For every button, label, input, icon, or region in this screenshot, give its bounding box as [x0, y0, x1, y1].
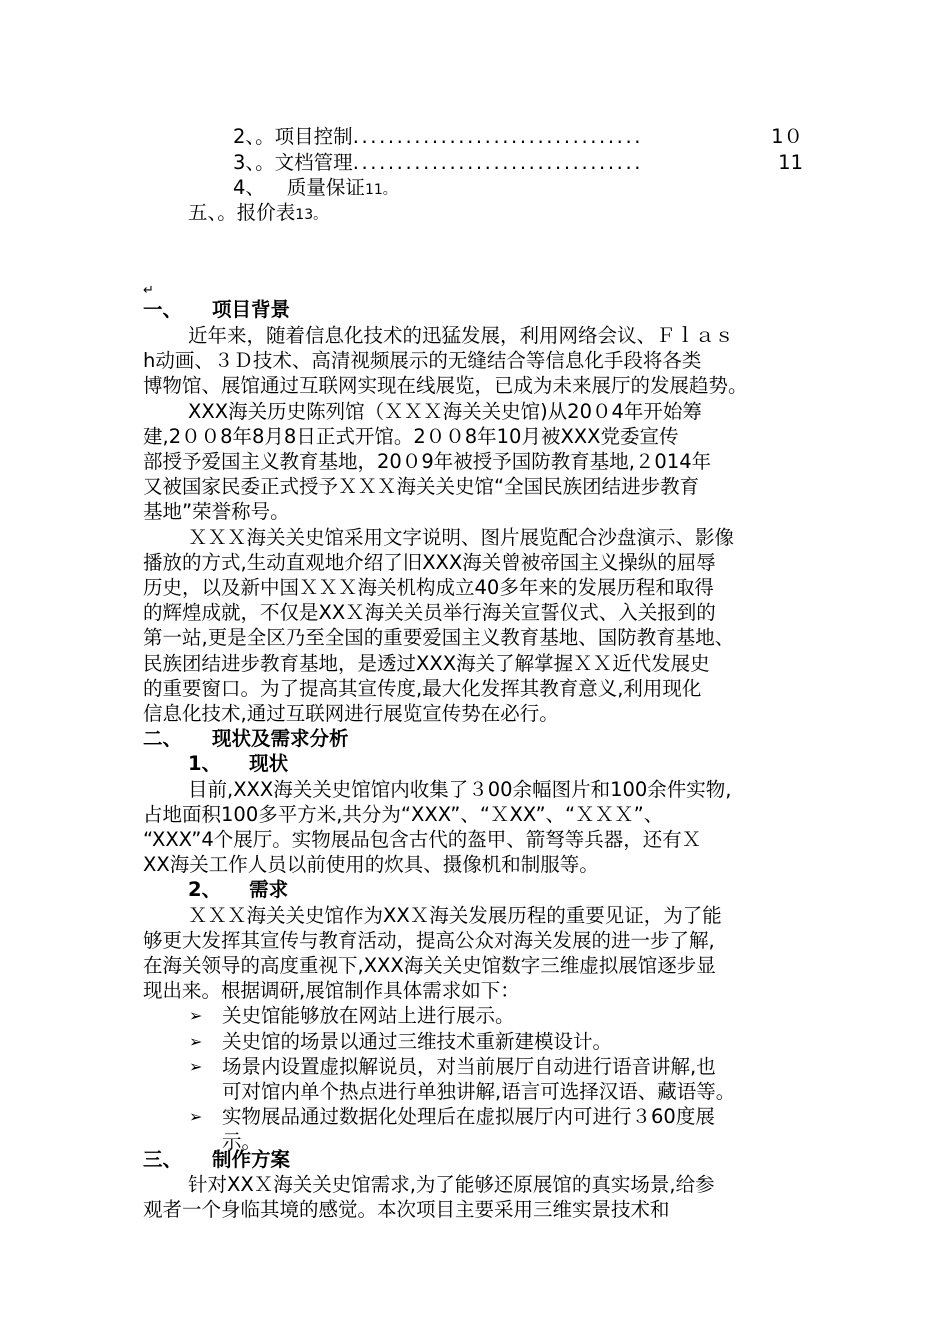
body-line: XXX海关历史陈列馆（ＸＸＸ海关关史馆)从20０4年开始筹 — [188, 400, 702, 423]
body-line: 占地面积100多平方米,共分为“XXX”、“ＸXX”、“ＸＸＸ”、 — [143, 803, 664, 826]
toc-title: 报价表 — [236, 201, 296, 224]
body-line: 博物馆、展馆通过互联网实现在线展览，已成为未来展厅的发展趋势。 — [143, 374, 748, 397]
section-heading-1 — [143, 298, 290, 322]
body-line: 针对XXＸ海关关史馆需求,为了能够还原展馆的真实场景,给参 — [188, 1173, 715, 1196]
bullet-line: 可对馆内单个热点进行单独讲解,语言可选择汉语、藏语等。 — [222, 1080, 736, 1103]
toc-page: 13。 — [295, 207, 328, 223]
section-title: 制作方案 — [212, 1148, 291, 1171]
bullet-arrow-icon: ➢ — [189, 1032, 203, 1051]
body-line: 又被国家民委正式授予ＸＸＸ海关关史馆“全国民族团结进步教育 — [143, 475, 700, 498]
bullet-line: 示。 — [222, 1130, 262, 1153]
toc-entry[interactable] — [233, 125, 803, 149]
subsection-number: 1、 — [188, 752, 222, 775]
toc-entry[interactable] — [233, 151, 803, 175]
bullet-line: 实物展品通过数据化处理后在虚拟展厅内可进行３60度展 — [222, 1105, 715, 1128]
body-line: XX海关工作人员以前使用的炊具、摄像机和制服等。 — [143, 853, 599, 876]
subsection-title: 需求 — [249, 878, 289, 901]
section-number: 一、 — [143, 298, 183, 321]
body-line: 历史，以及新中国ＸＸＸ海关机构成立40多年来的发展历程和取得 — [143, 576, 714, 599]
bullet-line: 关史馆能够放在网站上进行展示。 — [222, 1004, 515, 1027]
bullet-arrow-icon: ➢ — [189, 1057, 203, 1076]
toc-leader: ................................. — [352, 151, 644, 174]
toc-number: 3、。 — [233, 151, 275, 174]
subsection-heading-status — [188, 752, 288, 776]
toc-page: 11 — [778, 151, 803, 174]
section-number: 三、 — [143, 1148, 183, 1171]
subsection-number: 2、 — [188, 878, 222, 901]
subsection-heading-needs — [188, 878, 288, 902]
body-line: 现出来。根据调研,展馆制作具体需求如下： — [143, 979, 520, 1002]
body-line: 信息化技术,通过互联网进行展览宣传势在必行。 — [143, 702, 559, 725]
body-line: 第一站,更是全区乃至全国的重要爱国主义教育基地、国防教育基地、 — [143, 626, 735, 649]
bullet-line: 场景内设置虚拟解说员，对当前展厅自动进行语音讲解,也 — [222, 1055, 716, 1078]
body-line: 部授予爱国主义教育基地，20０9年被授予国防教育基地,２014年 — [143, 450, 712, 473]
body-line: 建,2００8年8月8日正式开馆。2００8年10月被XXX党委宣传 — [143, 425, 679, 448]
body-line: 基地”荣誉称号。 — [143, 500, 290, 523]
subsection-title: 现状 — [249, 752, 289, 775]
toc-number: 2、。 — [233, 125, 275, 148]
toc-entry[interactable] — [233, 176, 397, 200]
toc-title: 项目控制 — [274, 125, 353, 148]
body-line: 播放的方式,生动直观地介绍了旧XXX海关曾被帝国主义操纵的屈辱 — [143, 551, 716, 574]
body-line: 在海关领导的高度重视下,XXX海关关史馆数字三维虚拟展馆逐步显 — [143, 954, 716, 977]
body-line: 观者一个身临其境的感觉。本次项目主要采用三维实景技术和 — [143, 1198, 670, 1221]
section-heading-2 — [143, 727, 349, 751]
toc-number: 五、。 — [188, 201, 237, 224]
body-line: 近年来，随着信息化技术的迅猛发展，利用网络会议、Ｆｌａｓ — [188, 324, 735, 347]
toc-leader: ................................. — [352, 125, 644, 148]
toc-title: 文档管理 — [274, 151, 353, 174]
toc-page: 1０ — [771, 125, 803, 148]
body-line: 够更大发挥其宣传与教育活动，提高公众对海关发展的进一步了解, — [143, 929, 715, 952]
body-line: 民族团结进步教育基地，是透过XXX海关了解掌握ＸＸ近代发展史 — [143, 652, 710, 675]
bullet-line: 关史馆的场景以通过三维技术重新建模设计。 — [222, 1030, 613, 1053]
body-line: ＸＸＸ海关关史馆采用文字说明、图片展览配合沙盘演示、影像 — [188, 526, 735, 549]
toc-number: 4、 — [233, 176, 265, 199]
section-heading-3 — [143, 1148, 290, 1172]
toc-title: 质量保证 — [286, 176, 365, 199]
bullet-arrow-icon: ➢ — [189, 1107, 203, 1126]
body-line: “XXX”4个展厅。实物展品包含古代的盔甲、箭弩等兵器，还有Ｘ — [143, 828, 702, 851]
toc-page: 11。 — [364, 182, 397, 198]
body-line: 的辉煌成就，不仅是XXＸ海关关员举行海关宣誓仪式、入关报到的 — [143, 601, 716, 624]
body-line: h动画、３Ｄ技术、高清视频展示的无缝结合等信息化手段将各类 — [143, 349, 702, 372]
section-title: 项目背景 — [212, 298, 291, 321]
body-line: 的重要窗口。为了提高其宣传度,最大化发挥其教育意义,利用现化 — [143, 677, 702, 700]
section-number: 二、 — [143, 727, 183, 750]
body-line: 目前,XXX海关关史馆馆内收集了３00余幅图片和100余件实物, — [188, 778, 732, 801]
paragraph-mark: ↵ — [143, 283, 154, 298]
body-line: ＸＸＸ海关关史馆作为XXＸ海关发展历程的重要见证，为了能 — [188, 904, 722, 927]
toc-entry[interactable] — [188, 201, 327, 225]
bullet-arrow-icon: ➢ — [189, 1006, 203, 1025]
section-title: 现状及需求分析 — [212, 727, 349, 750]
